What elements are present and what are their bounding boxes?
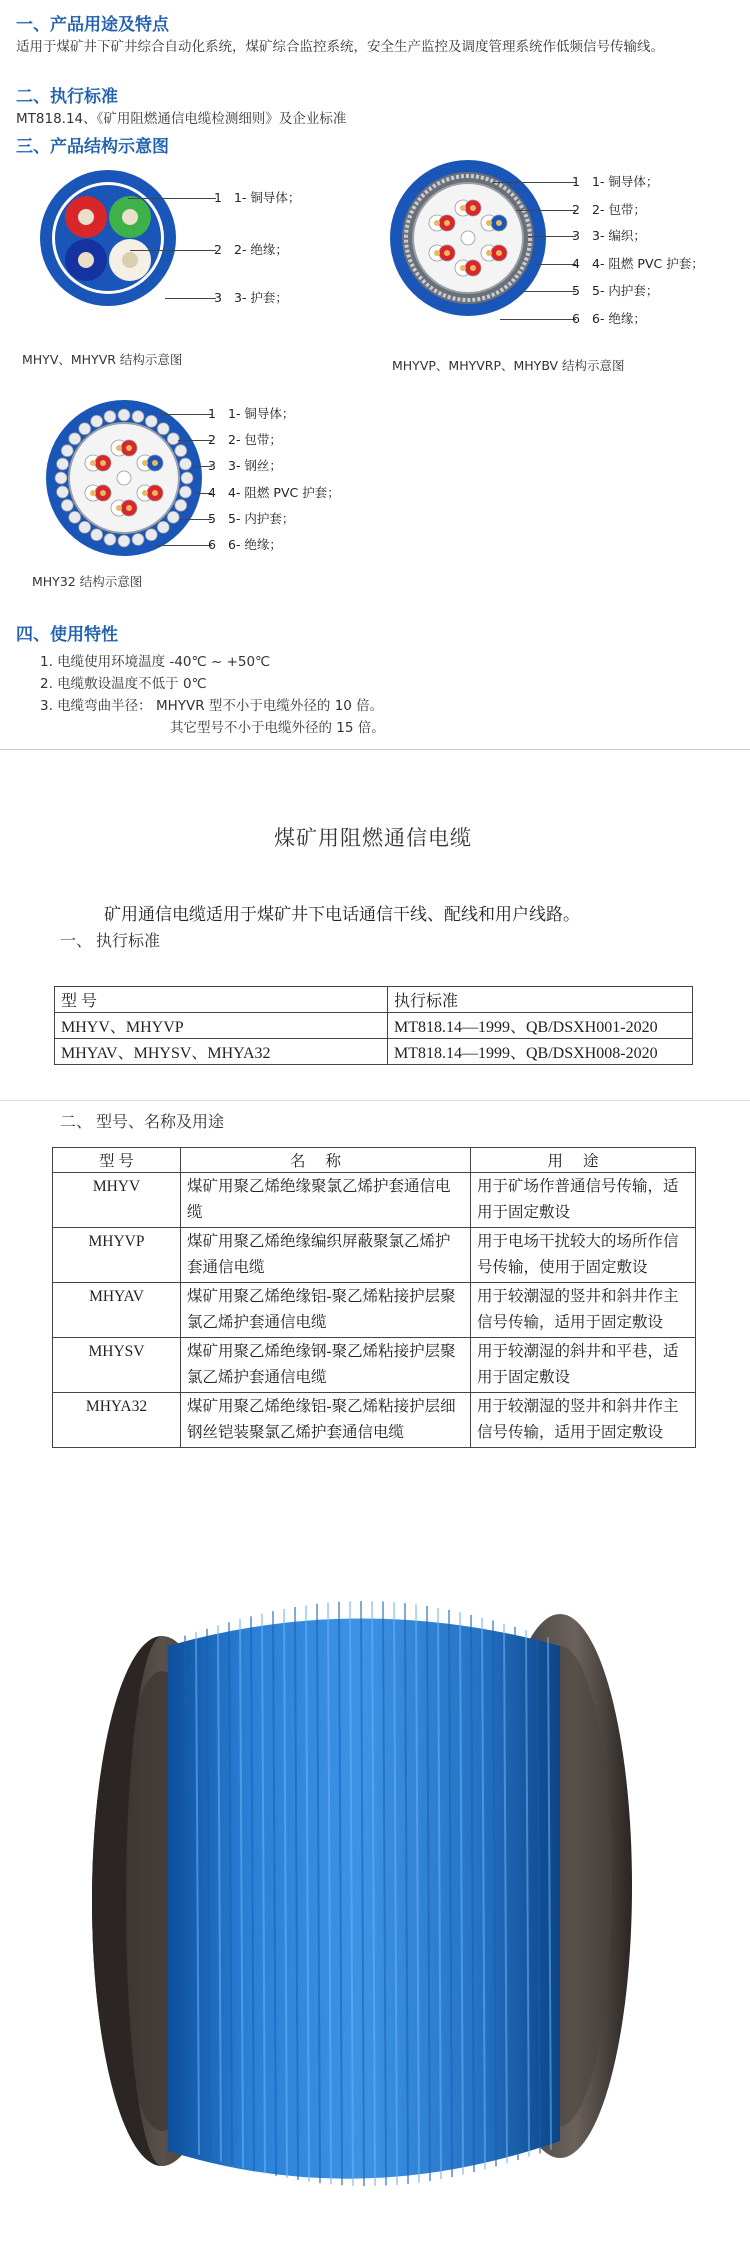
conductor-mark bbox=[126, 445, 132, 451]
conductor-mark bbox=[91, 415, 103, 427]
table-cell-use: 用于较潮湿的竖井和斜井作主信号传输，适用于固定敷设 bbox=[471, 1393, 696, 1448]
conductor-mark bbox=[104, 411, 116, 423]
conductor-mark bbox=[486, 220, 492, 226]
conductor-mark bbox=[118, 409, 130, 421]
conductor-mark bbox=[157, 423, 169, 435]
conductor-mark bbox=[142, 490, 148, 496]
table-cell-model: MHYA32 bbox=[53, 1393, 181, 1448]
table-cell-name: 煤矿用聚乙烯绝缘聚氯乙烯护套通信电缆 bbox=[181, 1173, 471, 1228]
conductor-mark bbox=[181, 472, 193, 484]
usage-item: 2. 电缆敷设温度不低于 0℃ bbox=[40, 676, 207, 692]
document-intro: 矿用通信电缆适用于煤矿井下电话通信干线、配线和用户线路。 bbox=[104, 905, 580, 924]
conductor-mark bbox=[470, 205, 476, 211]
conductor-mark bbox=[61, 499, 73, 511]
document-title: 煤矿用阻燃通信电缆 bbox=[274, 826, 472, 850]
conductor-mark bbox=[496, 250, 502, 256]
usage-item: 其它型号不小于电缆外径的 15 倍。 bbox=[170, 720, 385, 736]
conductor-mark bbox=[55, 472, 67, 484]
cable-cross-section-mhyv bbox=[38, 168, 178, 308]
section-body-standard: MT818.14、《矿用阻燃通信电缆检测细则》及企业标准 bbox=[16, 111, 347, 127]
section-title-structure: 三、产品结构示意图 bbox=[16, 137, 169, 157]
conductor-mark bbox=[57, 458, 69, 470]
table-row bbox=[55, 1013, 693, 1039]
conductor-mark bbox=[434, 220, 440, 226]
section-heading: 二、 型号、名称及用途 bbox=[60, 1114, 225, 1131]
table-cell-use: 用于矿场作普通信号传输，适用于固定敷设 bbox=[471, 1173, 696, 1228]
conductor-mark bbox=[152, 460, 158, 466]
conductor-mark bbox=[126, 505, 132, 511]
table-header-row bbox=[55, 987, 693, 1013]
conductor-mark bbox=[116, 505, 122, 511]
table-cell-use: 用于较潮湿的竖井和斜井作主信号传输，适用于固定敷设 bbox=[471, 1283, 696, 1338]
cable-cross-section-mhy32 bbox=[44, 398, 204, 558]
table-cell: MT818.14—1999、QB/DSXH008-2020 bbox=[388, 1039, 693, 1065]
conductor-mark bbox=[117, 471, 131, 485]
conductor-mark bbox=[461, 231, 475, 245]
conductor-mark bbox=[486, 250, 492, 256]
section-heading: 一、 执行标准 bbox=[60, 933, 161, 950]
table-header-cell: 型 号 bbox=[55, 987, 388, 1013]
table-header-cell: 型 号 bbox=[53, 1148, 181, 1173]
table-cell: MHYAV、MHYSV、MHYA32 bbox=[55, 1039, 388, 1065]
table-cell-model: MHYAV bbox=[53, 1283, 181, 1338]
conductor-mark bbox=[100, 490, 106, 496]
conductor-mark bbox=[132, 411, 144, 423]
conductor-mark bbox=[90, 490, 96, 496]
conductor-mark bbox=[460, 265, 466, 271]
table-cell-use: 用于较潮湿的斜井和平巷，适用于固定敷设 bbox=[471, 1338, 696, 1393]
table-cell-model: MHYSV bbox=[53, 1338, 181, 1393]
conductor-mark bbox=[167, 511, 179, 523]
table-cell-name: 煤矿用聚乙烯绝缘铝-聚乙烯粘接护层细钢丝铠装聚氯乙烯护套通信电缆 bbox=[181, 1393, 471, 1448]
conductor-mark bbox=[69, 433, 81, 445]
conductor-mark bbox=[145, 415, 157, 427]
conductor-mark bbox=[167, 433, 179, 445]
conductor-mark bbox=[142, 460, 148, 466]
conductor-mark bbox=[91, 529, 103, 541]
product-photo-panel bbox=[0, 1100, 750, 2250]
conductor-mark bbox=[104, 533, 116, 545]
conductor-mark bbox=[79, 521, 91, 533]
table-cell-name: 煤矿用聚乙烯绝缘钢-聚乙烯粘接护层聚氯乙烯护套通信电缆 bbox=[181, 1338, 471, 1393]
table-cell-name: 煤矿用聚乙烯绝缘铝-聚乙烯粘接护层聚氯乙烯护套通信电缆 bbox=[181, 1283, 471, 1338]
leader-line bbox=[128, 198, 216, 199]
conductor-mark bbox=[57, 486, 69, 498]
diagram-caption: MHYVP、MHYVRP、MHYBV 结构示意图 bbox=[392, 358, 625, 373]
table-cell-name: 煤矿用聚乙烯绝缘编织屏蔽聚氯乙烯护套通信电缆 bbox=[181, 1228, 471, 1283]
conductor-mark bbox=[132, 533, 144, 545]
conductor-mark bbox=[152, 490, 158, 496]
section-title-characteristics: 四、使用特性 bbox=[16, 625, 118, 645]
conductor-mark bbox=[90, 460, 96, 466]
leader-line bbox=[492, 182, 576, 183]
diagram-caption: MHY32 结构示意图 bbox=[32, 574, 143, 589]
section-title-usage: 一、产品用途及特点 bbox=[16, 15, 169, 35]
table-cell-model: MHYV bbox=[53, 1173, 181, 1228]
conductor-mark bbox=[175, 445, 187, 457]
table-header-cell: 用途 bbox=[471, 1148, 696, 1173]
conductor-mark bbox=[444, 250, 450, 256]
conductor-mark bbox=[100, 460, 106, 466]
usage-item: 3. 电缆弯曲半径： MHYVR 型不小于电缆外径的 10 倍。 bbox=[40, 698, 384, 714]
conductor-mark bbox=[175, 499, 187, 511]
conductor-mark bbox=[118, 535, 130, 547]
diagram-caption: MHYV、MHYVR 结构示意图 bbox=[22, 352, 183, 367]
table-row bbox=[55, 1039, 693, 1065]
conductor-mark bbox=[145, 529, 157, 541]
conductor-mark bbox=[434, 250, 440, 256]
cable-spool-photo bbox=[0, 1101, 750, 2250]
conductor-mark bbox=[496, 220, 502, 226]
conductor-mark bbox=[79, 423, 91, 435]
section-body-usage: 适用于煤矿井下矿井综合自动化系统，煤矿综合监控系统，安全生产监控及调度管理系统作低频信号传输线。 bbox=[16, 39, 664, 55]
conductor-mark bbox=[61, 445, 73, 457]
leader-line bbox=[500, 319, 576, 320]
conductor-mark bbox=[116, 445, 122, 451]
standards-table bbox=[54, 986, 693, 1065]
section-title-standard: 二、执行标准 bbox=[16, 87, 118, 107]
conductor-mark bbox=[179, 486, 191, 498]
usage-item: 1. 电缆使用环境温度 -40℃ ~ +50℃ bbox=[40, 654, 271, 670]
table-header-cell: 执行标准 bbox=[388, 987, 693, 1013]
conductor-mark bbox=[470, 265, 476, 271]
table-cell-model: MHYVP bbox=[53, 1228, 181, 1283]
table-cell: MT818.14—1999、QB/DSXH001-2020 bbox=[388, 1013, 693, 1039]
table-cell-use: 用于电场干扰较大的场所作信号传输，使用于固定敷设 bbox=[471, 1228, 696, 1283]
conductor-mark bbox=[157, 521, 169, 533]
leader-line bbox=[130, 250, 216, 251]
table-cell: MHYV、MHYVP bbox=[55, 1013, 388, 1039]
conductor-mark bbox=[69, 511, 81, 523]
conductor-mark bbox=[460, 205, 466, 211]
table-header-cell: 名称 bbox=[181, 1148, 471, 1173]
document-content bbox=[48, 760, 698, 1090]
conductor-mark bbox=[179, 458, 191, 470]
conductor-mark bbox=[444, 220, 450, 226]
structure-spec-panel: 一、产品用途及特点 适用于煤矿井下矿井综合自动化系统，煤矿综合监控系统，安全生产监控及调度管理系统作低频信号传输线。 二、执行标准 MT818.14、《矿用阻燃通信电缆检测细则》及企业标准 三、产品结构示意图 1 1- 铜导体； 2 2- 绝缘； 3 3- 护套； MHYV、MHYVR 结构示意图 1 1- 铜导体； 2 2- 包带； 3 3- 编织； 4 4- 阻燃 PVC 护套； 5 5- 内护套； 6 6- 绝缘； MHYVP、MHYVRP、MHYBV 结构示意图 1 1- 铜导体； 2 2- 包带； 3 3- 钢丝； 4 4- 阻燃 PVC 护套； 5 5- 内护套； 6 6- 绝缘； MHY32 结构示意图 四、使用特性 1. 电缆使用环境温度 -40℃ ~ +50℃ 2. 电缆敷设温度不低于 0℃ 3. 电缆弯曲半径： MHYVR 型不小于电缆外径的 10 倍。 其它型号不小于电缆外径的 15 倍。 bbox=[0, 0, 750, 750]
